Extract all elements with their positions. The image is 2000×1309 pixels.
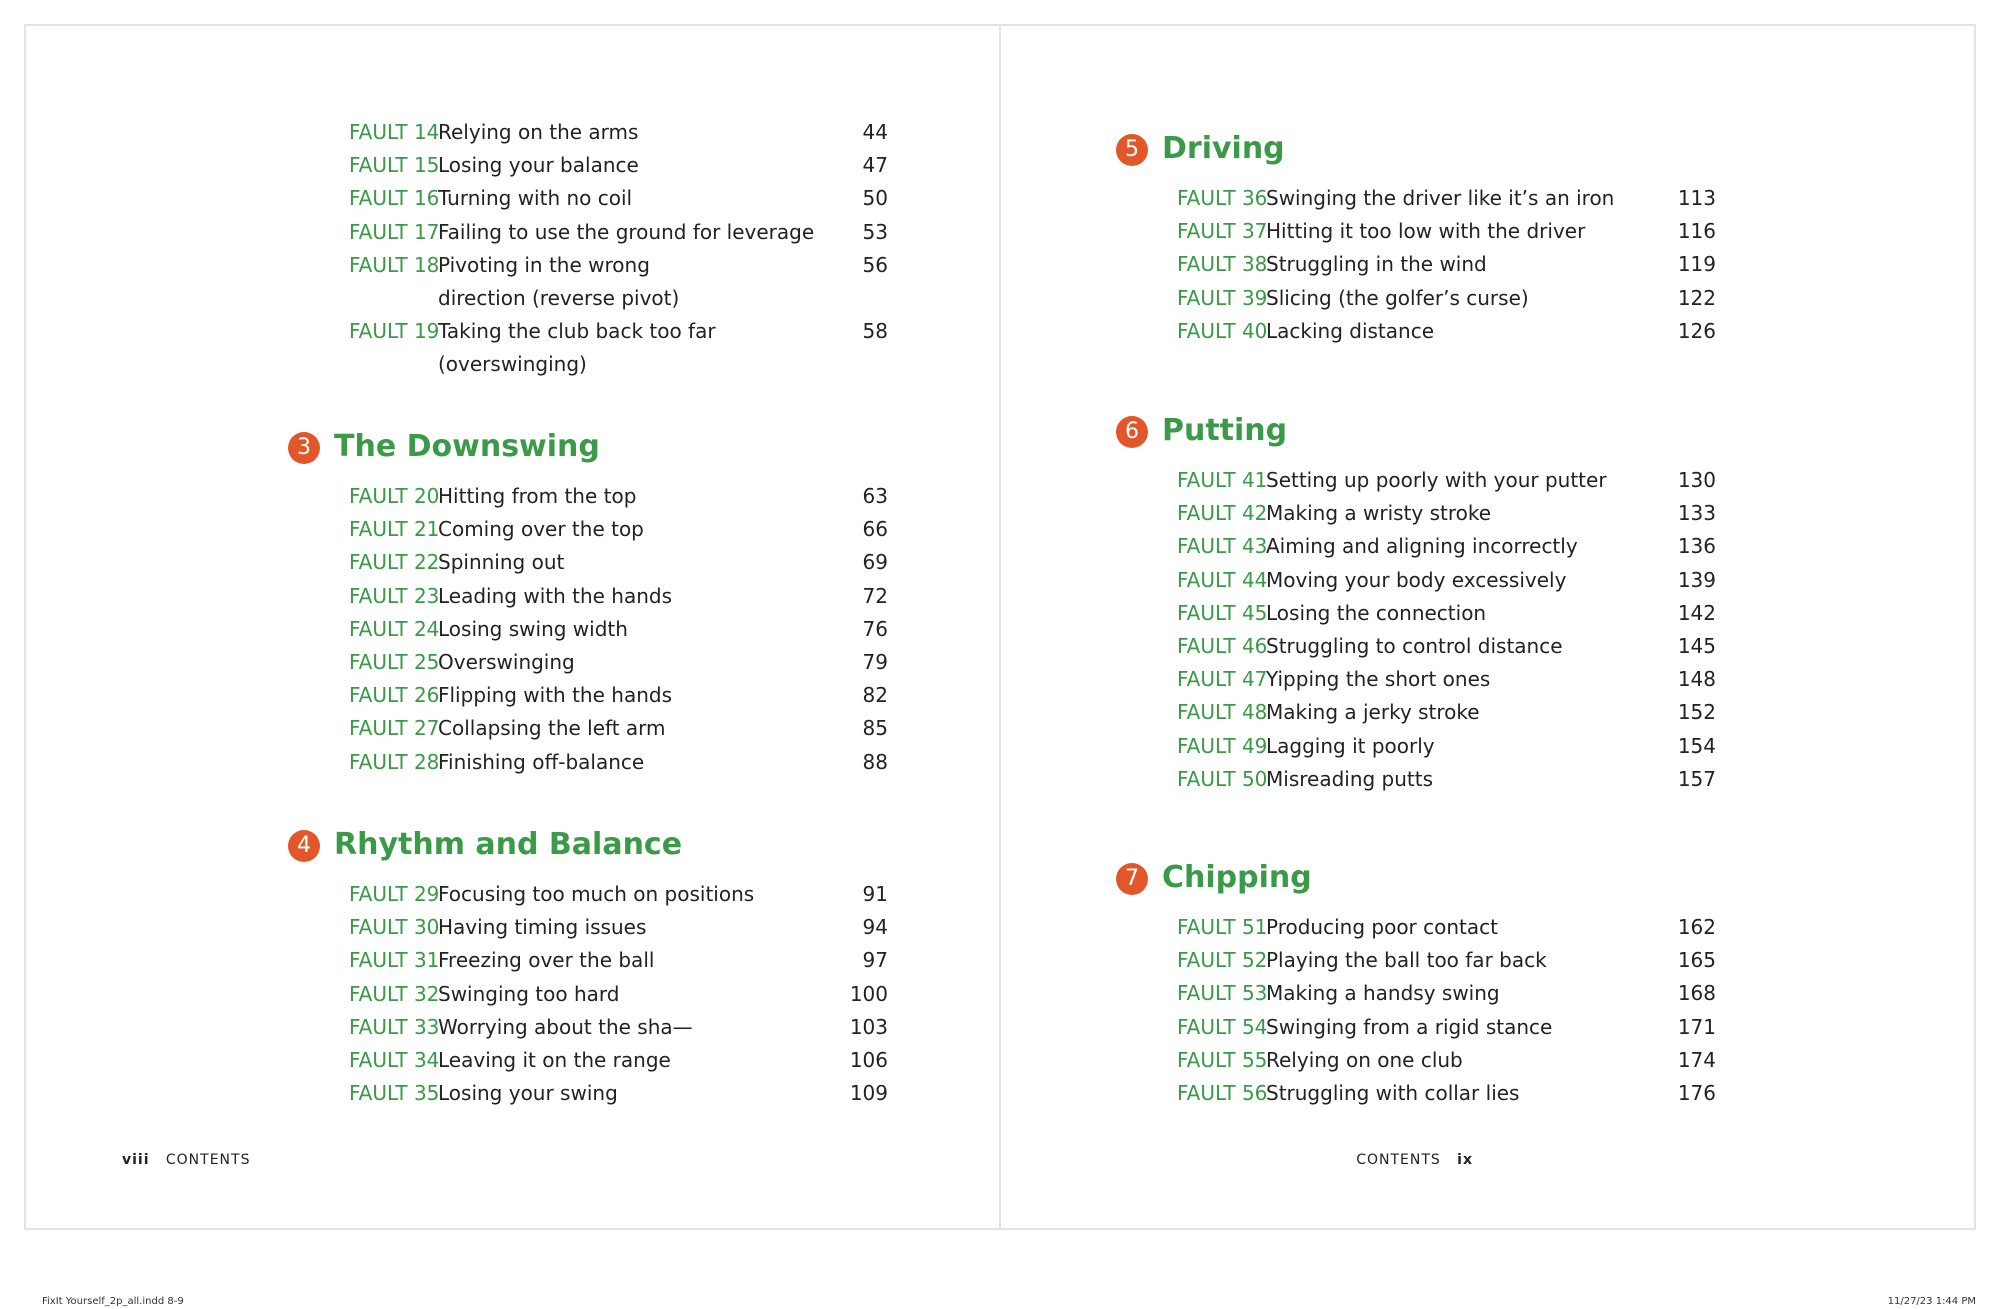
toc-entry[interactable] bbox=[349, 149, 888, 182]
fault-label: FAULT 32 bbox=[349, 981, 440, 1006]
fault-label: FAULT 29 bbox=[349, 882, 440, 906]
entry-title: Coming over the top bbox=[438, 517, 644, 542]
page-number: 97 bbox=[862, 948, 888, 973]
fault-label: FAULT 25 bbox=[349, 650, 440, 675]
left-folio bbox=[122, 1152, 250, 1168]
section-title: Rhythm and Balance bbox=[334, 827, 683, 862]
section-heading bbox=[288, 822, 888, 878]
toc-entry[interactable] bbox=[349, 1077, 888, 1110]
toc-entry[interactable] bbox=[349, 513, 888, 546]
fault-label: FAULT 34 bbox=[349, 1048, 440, 1073]
fault-label: FAULT 37 bbox=[1177, 219, 1268, 244]
fault-label: FAULT 50 bbox=[1177, 766, 1268, 791]
toc-entry[interactable] bbox=[349, 613, 888, 646]
page-number: 133 bbox=[1677, 501, 1716, 526]
page-number: 157 bbox=[1677, 766, 1716, 791]
toc-entry[interactable] bbox=[349, 679, 888, 712]
section-driving bbox=[1116, 126, 1716, 348]
entry-title: Finishing off-balance bbox=[438, 749, 645, 774]
section-title: The Downswing bbox=[334, 429, 600, 464]
entry-title: Struggling with collar lies bbox=[1266, 1081, 1520, 1106]
page-number: 148 bbox=[1677, 667, 1716, 692]
fault-label: FAULT 47 bbox=[1177, 667, 1268, 692]
entry-title: Taking the club back too far (overswinging) bbox=[438, 319, 716, 377]
folio-page-number: ix bbox=[1457, 1152, 1473, 1168]
toc-entry[interactable] bbox=[1177, 730, 1716, 763]
toc-entry[interactable] bbox=[1177, 696, 1716, 729]
page-number: 162 bbox=[1677, 915, 1716, 939]
fault-label: FAULT 24 bbox=[349, 616, 440, 641]
toc-entry[interactable] bbox=[1177, 530, 1716, 563]
toc-entry[interactable] bbox=[1177, 464, 1716, 497]
page-number: 154 bbox=[1677, 733, 1716, 758]
fault-label: FAULT 28 bbox=[349, 749, 440, 774]
page-number: 91 bbox=[862, 882, 888, 906]
fault-label: FAULT 35 bbox=[349, 1081, 440, 1106]
toc-entry[interactable] bbox=[1177, 763, 1716, 796]
toc-entry[interactable] bbox=[349, 878, 888, 911]
entry-title: Struggling in the wind bbox=[1266, 252, 1487, 277]
folio-label: CONTENTS bbox=[165, 1152, 251, 1168]
page-number: 171 bbox=[1677, 1014, 1716, 1039]
folio-page-number: viii bbox=[122, 1152, 150, 1168]
fault-label: FAULT 15 bbox=[349, 153, 440, 178]
page-number: 119 bbox=[1677, 252, 1716, 277]
entry-title: Losing the connection bbox=[1266, 600, 1487, 625]
timestamp-slug: 11/27/23 1:44 PM bbox=[1887, 1296, 1976, 1307]
page-number: 100 bbox=[849, 981, 888, 1006]
entry-title: Aiming and aligning incorrectly bbox=[1266, 534, 1578, 559]
fault-label: FAULT 56 bbox=[1177, 1081, 1268, 1106]
toc-entry[interactable] bbox=[1177, 248, 1716, 281]
fault-label: FAULT 51 bbox=[1177, 915, 1268, 939]
entry-title: Making a jerky stroke bbox=[1266, 700, 1480, 725]
toc-entry[interactable] bbox=[349, 978, 888, 1011]
page-number: 50 bbox=[862, 186, 888, 211]
fault-label: FAULT 46 bbox=[1177, 634, 1268, 659]
page-number: 76 bbox=[862, 616, 888, 641]
entry-title: Relying on the arms bbox=[438, 120, 639, 144]
fault-label: FAULT 20 bbox=[349, 484, 440, 508]
entry-title: Pivoting in the wrong direction (reverse pivot) bbox=[438, 252, 680, 311]
section-number-badge: 6 bbox=[1116, 416, 1148, 448]
page-number: 168 bbox=[1677, 981, 1716, 1006]
entry-title: Losing your swing bbox=[438, 1081, 618, 1106]
toc-entry[interactable] bbox=[1177, 1077, 1716, 1110]
entry-title: Swinging from a rigid stance bbox=[1266, 1014, 1553, 1039]
toc-entry[interactable] bbox=[349, 480, 888, 513]
continued-list bbox=[288, 116, 888, 382]
page-gutter bbox=[999, 24, 1001, 1230]
section-downswing bbox=[288, 424, 888, 779]
fault-label: FAULT 54 bbox=[1177, 1014, 1268, 1039]
fault-label: FAULT 23 bbox=[349, 583, 440, 608]
toc-entry[interactable] bbox=[1177, 911, 1716, 944]
toc-entry[interactable] bbox=[349, 944, 888, 977]
entry-title: Having timing issues bbox=[438, 915, 647, 940]
toc-entry[interactable] bbox=[1177, 315, 1716, 348]
toc-entry[interactable] bbox=[1177, 215, 1716, 248]
toc-entry[interactable] bbox=[1177, 497, 1716, 530]
fault-label: FAULT 26 bbox=[349, 683, 440, 708]
page-number: 176 bbox=[1677, 1081, 1716, 1106]
page-number: 126 bbox=[1677, 318, 1716, 343]
toc-entry[interactable] bbox=[349, 116, 888, 149]
toc-entry[interactable] bbox=[349, 712, 888, 745]
entry-title: Struggling to control distance bbox=[1266, 634, 1563, 659]
fault-label: FAULT 18 bbox=[349, 252, 440, 277]
section-title: Chipping bbox=[1162, 860, 1312, 895]
toc-entry[interactable] bbox=[1177, 663, 1716, 696]
toc-entry[interactable] bbox=[1177, 182, 1716, 215]
page-number: 139 bbox=[1677, 567, 1716, 592]
entry-title: Setting up poorly with your putter bbox=[1266, 468, 1607, 492]
page-number: 116 bbox=[1677, 219, 1716, 244]
fault-label: FAULT 30 bbox=[349, 915, 440, 940]
section-rhythm-and-balance bbox=[288, 822, 888, 1110]
section-heading bbox=[1116, 126, 1716, 182]
toc-entry[interactable] bbox=[1177, 1011, 1716, 1044]
entry-title: Turning with no coil bbox=[438, 186, 633, 211]
page-number: 145 bbox=[1677, 634, 1716, 659]
page-number: 72 bbox=[862, 583, 888, 608]
entry-title: Failing to use the ground for leverage bbox=[438, 219, 815, 244]
fault-label: FAULT 45 bbox=[1177, 600, 1268, 625]
entry-title: Slicing (the golfer’s curse) bbox=[1266, 285, 1529, 310]
fault-label: FAULT 43 bbox=[1177, 534, 1268, 559]
page-number: 82 bbox=[862, 683, 888, 708]
entry-title: Moving your body excessively bbox=[1266, 567, 1567, 592]
page-number: 47 bbox=[862, 153, 888, 178]
entry-title: Making a wristy stroke bbox=[1266, 501, 1492, 526]
entry-title: Leaving it on the range bbox=[438, 1048, 671, 1073]
entry-title: Playing the ball too far back bbox=[1266, 948, 1547, 973]
fault-label: FAULT 53 bbox=[1177, 981, 1268, 1006]
page-number: 58 bbox=[862, 319, 888, 344]
toc-entry[interactable] bbox=[1177, 630, 1716, 663]
toc-entry[interactable] bbox=[349, 315, 888, 381]
fault-label: FAULT 38 bbox=[1177, 252, 1268, 277]
entry-title: Producing poor contact bbox=[1266, 915, 1498, 939]
entry-title: Spinning out bbox=[438, 550, 565, 575]
fault-label: FAULT 41 bbox=[1177, 468, 1268, 492]
page-number: 109 bbox=[849, 1081, 888, 1106]
toc-entry[interactable] bbox=[1177, 944, 1716, 977]
page-number: 85 bbox=[862, 716, 888, 741]
entry-title: Worrying about the sha— bbox=[438, 1014, 693, 1039]
toc-entry[interactable] bbox=[1177, 1044, 1716, 1077]
page-number: 174 bbox=[1677, 1047, 1716, 1072]
fault-label: FAULT 36 bbox=[1177, 186, 1268, 210]
section-number-badge: 5 bbox=[1116, 134, 1148, 166]
page-number: 88 bbox=[862, 749, 888, 774]
right-folio bbox=[1356, 1152, 1473, 1168]
page-number: 130 bbox=[1677, 468, 1716, 492]
toc-entry[interactable] bbox=[349, 1044, 888, 1077]
toc-entry[interactable] bbox=[349, 646, 888, 679]
entry-title: Losing swing width bbox=[438, 616, 628, 641]
section-number-badge: 4 bbox=[288, 830, 320, 862]
fault-label: FAULT 14 bbox=[349, 120, 440, 144]
page-number: 136 bbox=[1677, 534, 1716, 559]
fault-label: FAULT 21 bbox=[349, 517, 440, 542]
section-heading bbox=[1116, 408, 1716, 464]
entry-title: Flipping with the hands bbox=[438, 683, 672, 708]
page-number: 106 bbox=[849, 1048, 888, 1073]
page-number: 165 bbox=[1677, 948, 1716, 973]
page-number: 113 bbox=[1677, 186, 1716, 210]
toc-entry[interactable] bbox=[349, 580, 888, 613]
fault-label: FAULT 40 bbox=[1177, 318, 1268, 343]
section-putting bbox=[1116, 408, 1716, 796]
section-chipping bbox=[1116, 855, 1716, 1110]
entry-title: Relying on one club bbox=[1266, 1047, 1463, 1072]
toc-entry[interactable] bbox=[1177, 597, 1716, 630]
folio-label: CONTENTS bbox=[1356, 1152, 1441, 1168]
page-number: 69 bbox=[862, 550, 888, 575]
page-number: 66 bbox=[862, 517, 888, 542]
entry-title: Swinging too hard bbox=[438, 981, 620, 1006]
fault-label: FAULT 55 bbox=[1177, 1047, 1268, 1072]
page-number: 44 bbox=[862, 120, 888, 144]
fault-label: FAULT 39 bbox=[1177, 285, 1268, 310]
toc-entry[interactable] bbox=[349, 216, 888, 249]
section-title: Putting bbox=[1162, 413, 1288, 448]
page-number: 142 bbox=[1677, 600, 1716, 625]
toc-entry[interactable] bbox=[1177, 564, 1716, 597]
entry-title: Lacking distance bbox=[1266, 318, 1435, 343]
fault-label: FAULT 49 bbox=[1177, 733, 1268, 758]
section-number-badge: 7 bbox=[1116, 863, 1148, 895]
entry-title: Collapsing the left arm bbox=[438, 716, 666, 741]
fault-label: FAULT 27 bbox=[349, 716, 440, 741]
section-title: Driving bbox=[1162, 131, 1285, 166]
page-number: 94 bbox=[862, 915, 888, 940]
entry-title: Lagging it poorly bbox=[1266, 733, 1435, 758]
entry-title: Making a handsy swing bbox=[1266, 981, 1500, 1006]
entry-title: Misreading putts bbox=[1266, 766, 1434, 791]
page-number: 79 bbox=[862, 650, 888, 675]
fault-label: FAULT 48 bbox=[1177, 700, 1268, 725]
entry-title: Freezing over the ball bbox=[438, 948, 655, 973]
toc-entry[interactable] bbox=[1177, 977, 1716, 1010]
toc-entry[interactable] bbox=[349, 1011, 888, 1044]
page-number: 103 bbox=[849, 1014, 888, 1039]
fault-label: FAULT 16 bbox=[349, 186, 440, 211]
entry-title: Leading with the hands bbox=[438, 583, 673, 608]
file-slug: FixIt Yourself_2p_all.indd 8-9 bbox=[42, 1296, 184, 1307]
page-number: 152 bbox=[1677, 700, 1716, 725]
section-number-badge: 3 bbox=[288, 432, 320, 464]
section-heading bbox=[1116, 855, 1716, 911]
fault-label: FAULT 31 bbox=[349, 948, 440, 973]
toc-entry[interactable] bbox=[349, 249, 888, 315]
entry-title: Overswinging bbox=[438, 650, 575, 675]
toc-entry[interactable] bbox=[349, 182, 888, 215]
fault-label: FAULT 33 bbox=[349, 1014, 440, 1039]
entry-title: Yipping the short ones bbox=[1266, 667, 1491, 692]
fault-label: FAULT 52 bbox=[1177, 948, 1268, 973]
toc-entry[interactable] bbox=[349, 911, 888, 944]
toc-entry[interactable] bbox=[349, 546, 888, 579]
page-number: 56 bbox=[862, 252, 888, 277]
fault-label: FAULT 17 bbox=[349, 219, 440, 244]
entry-title: Focusing too much on positions bbox=[438, 882, 755, 906]
fault-label: FAULT 44 bbox=[1177, 567, 1268, 592]
entry-title: Swinging the driver like it’s an iron bbox=[1266, 186, 1615, 210]
page-number: 53 bbox=[862, 219, 888, 244]
fault-label: FAULT 22 bbox=[349, 550, 440, 575]
section-heading bbox=[288, 424, 888, 480]
page-number: 63 bbox=[862, 484, 888, 508]
toc-entry[interactable] bbox=[1177, 282, 1716, 315]
entry-title: Losing your balance bbox=[438, 153, 639, 178]
toc-entry[interactable] bbox=[349, 746, 888, 779]
fault-label: FAULT 19 bbox=[349, 319, 440, 344]
fault-label: FAULT 42 bbox=[1177, 501, 1268, 526]
entry-title: Hitting it too low with the driver bbox=[1266, 219, 1586, 244]
page-number: 122 bbox=[1677, 285, 1716, 310]
entry-title: Hitting from the top bbox=[438, 484, 637, 508]
